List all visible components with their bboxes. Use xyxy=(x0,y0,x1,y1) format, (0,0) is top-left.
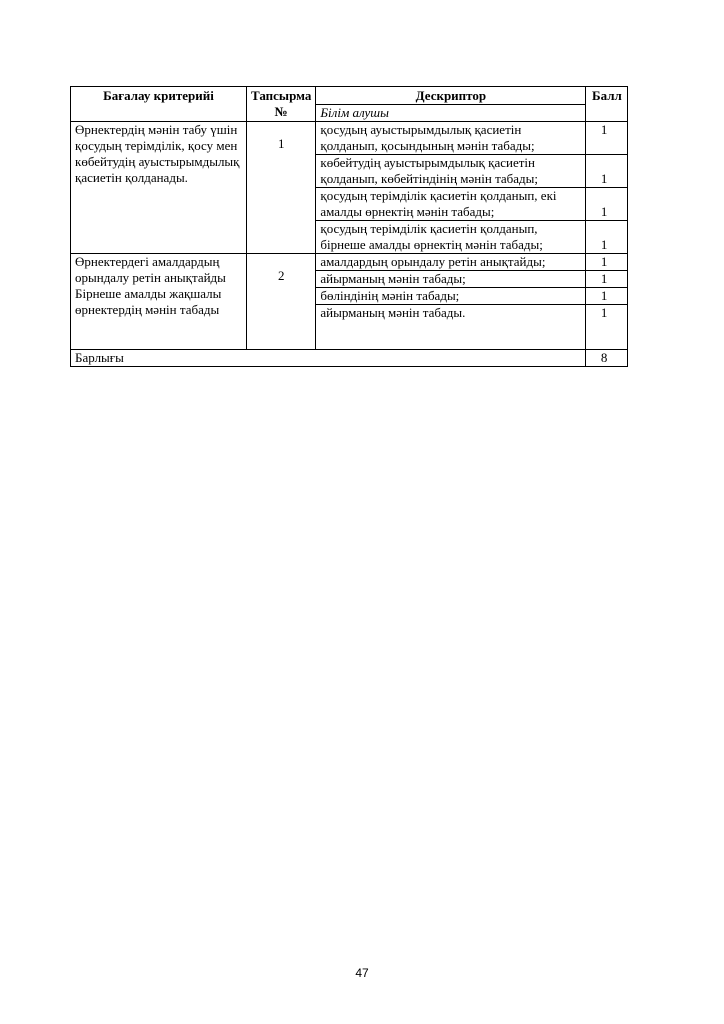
criterion-cell xyxy=(71,254,247,350)
task-number-cell: 1 xyxy=(247,122,316,254)
descriptor-cell: айырманың мәнін табады. xyxy=(316,305,586,350)
header-row xyxy=(71,87,628,105)
score-cell: 1 xyxy=(586,221,628,254)
total-value: 8 xyxy=(586,350,628,367)
score-cell: 1 xyxy=(586,288,628,305)
descriptor-cell: қосудың терімділік қасиетін қолданып, екі амалды өрнектің мәнін табады; xyxy=(316,188,586,221)
task-number-cell: 2 xyxy=(247,254,316,350)
score-cell: 1 xyxy=(586,254,628,271)
descriptor-cell: бөліндінің мәнін табады; xyxy=(316,288,586,305)
descriptor-cell: айырманың мәнін табады; xyxy=(316,271,586,288)
header-task xyxy=(247,87,316,122)
score-cell: 1 xyxy=(586,122,628,155)
table-row xyxy=(71,122,628,155)
header-criterion: Бағалау критерийі xyxy=(71,87,247,122)
page-number: 47 xyxy=(355,966,369,980)
criterion-cell: Өрнектердің мәнін табу үшін қосудың терімділік, қосу мен көбейтудің ауыстырымдылық қасиетін қолданады. xyxy=(71,122,247,254)
criterion-line: Бірнеше амалды жақшалы өрнектердің мәнін табады xyxy=(75,286,222,317)
header-score: Балл xyxy=(586,87,628,122)
header-task-label: Тапсырма xyxy=(251,88,312,103)
total-label: Барлығы xyxy=(71,350,586,367)
criterion-line: Өрнектердегі амалдардың орындалу ретін анықтайды xyxy=(75,254,226,285)
table-row xyxy=(71,254,628,271)
score-cell: 1 xyxy=(586,305,628,350)
score-cell: 1 xyxy=(586,188,628,221)
score-cell: 1 xyxy=(586,155,628,188)
descriptor-cell: қосудың терімділік қасиетін қолданып, бірнеше амалды өрнектің мәнін табады; xyxy=(316,221,586,254)
score-cell: 1 xyxy=(586,271,628,288)
total-row xyxy=(71,350,628,367)
descriptor-cell: қосудың ауыстырымдылық қасиетін қолданып, қосындының мәнін табады; xyxy=(316,122,586,155)
learner-label: Білім алушы xyxy=(316,105,586,122)
descriptor-cell: амалдардың орындалу ретін анықтайды; xyxy=(316,254,586,271)
assessment-rubric-table xyxy=(70,86,628,367)
header-descriptor: Дескриптор xyxy=(316,87,586,105)
descriptor-cell: көбейтудің ауыстырымдылық қасиетін қолданып, көбейтіндінің мәнін табады; xyxy=(316,155,586,188)
header-task-number-sign: № xyxy=(274,104,288,119)
